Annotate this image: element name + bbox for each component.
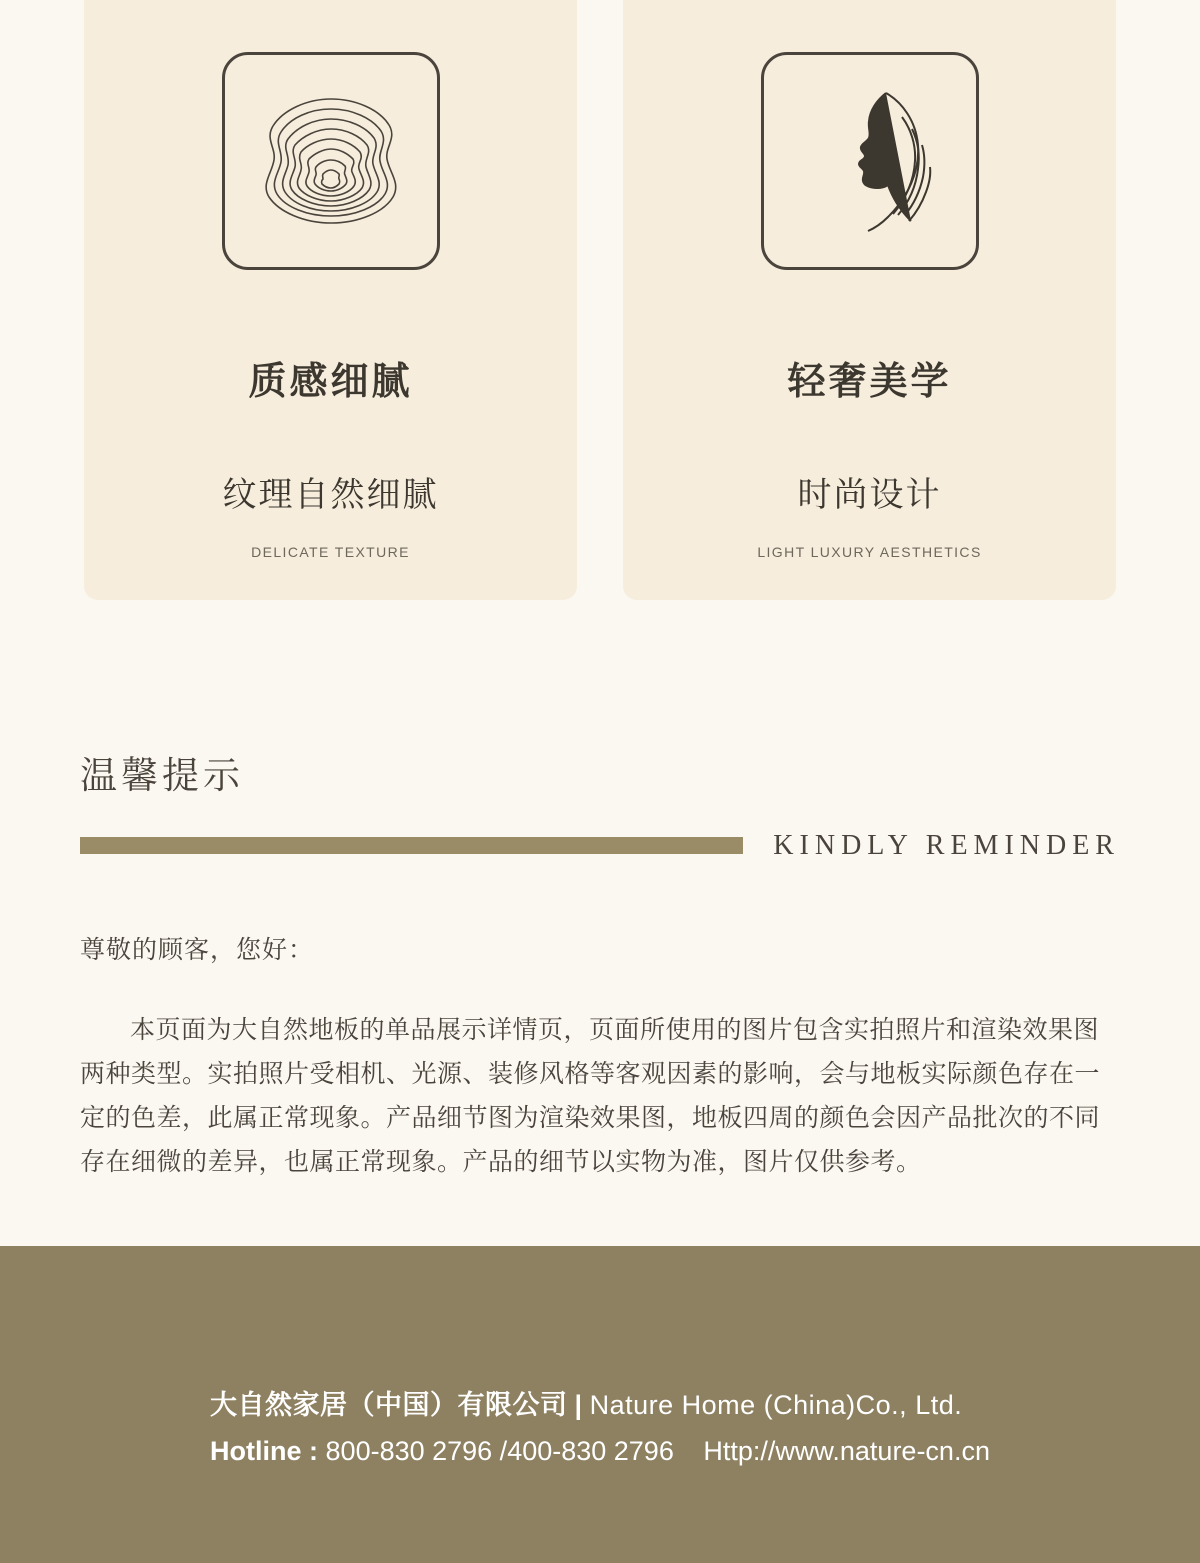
footer-website-link[interactable]: Http://www.nature-cn.cn bbox=[703, 1435, 990, 1466]
feature-cards-section bbox=[0, 0, 1200, 600]
reminder-divider-row bbox=[80, 830, 1120, 862]
page-footer bbox=[0, 1246, 1200, 1563]
footer-content bbox=[210, 1383, 990, 1467]
feature-title: 轻奢美学 bbox=[787, 361, 952, 403]
feature-english-label: LIGHT LUXURY AESTHETICS bbox=[757, 544, 982, 560]
woman-profile-icon bbox=[761, 52, 979, 270]
reminder-title-english: KINDLY REMINDER bbox=[773, 829, 1120, 861]
footer-hotline-label: Hotline : bbox=[210, 1435, 319, 1466]
feature-subtitle: 时尚设计 bbox=[797, 476, 942, 514]
reminder-greeting: 尊敬的顾客，您好： bbox=[80, 935, 315, 964]
reminder-accent-bar bbox=[80, 837, 743, 854]
feature-subtitle: 纹理自然细腻 bbox=[222, 476, 439, 514]
footer-contact-line bbox=[210, 1436, 990, 1467]
reminder-title: 温馨提示 bbox=[80, 755, 244, 796]
feature-card-texture bbox=[84, 0, 577, 600]
footer-company-cn: 大自然家居（中国）有限公司 bbox=[210, 1389, 568, 1420]
feature-title: 质感细腻 bbox=[248, 361, 413, 403]
footer-company-en: Nature Home (China)Co., Ltd. bbox=[589, 1389, 963, 1420]
reminder-body-text: 本页面为大自然地板的单品展示详情页，页面所使用的图片包含实拍照片和渲染效果图两种类型。实拍照片受相机、光源、装修风格等客观因素的影响，会与地板实际颜色存在一定的色差，此属正常现象。产品细节图为渲染效果图，地板四周的颜色会因产品批次的不同存在细微的差异，也属正常现象。产品的细节以实物为准，图片仅供参考。 bbox=[80, 1015, 1101, 1176]
feature-english-label: DELICATE TEXTURE bbox=[251, 544, 410, 560]
footer-hotline-value: 800-830 2796 /400-830 2796 bbox=[325, 1435, 674, 1466]
topographic-texture-icon bbox=[222, 52, 440, 270]
feature-card-aesthetics bbox=[623, 0, 1116, 600]
footer-company-line bbox=[210, 1383, 990, 1422]
kindly-reminder-section bbox=[0, 745, 1200, 1184]
footer-separator: | bbox=[574, 1389, 583, 1420]
